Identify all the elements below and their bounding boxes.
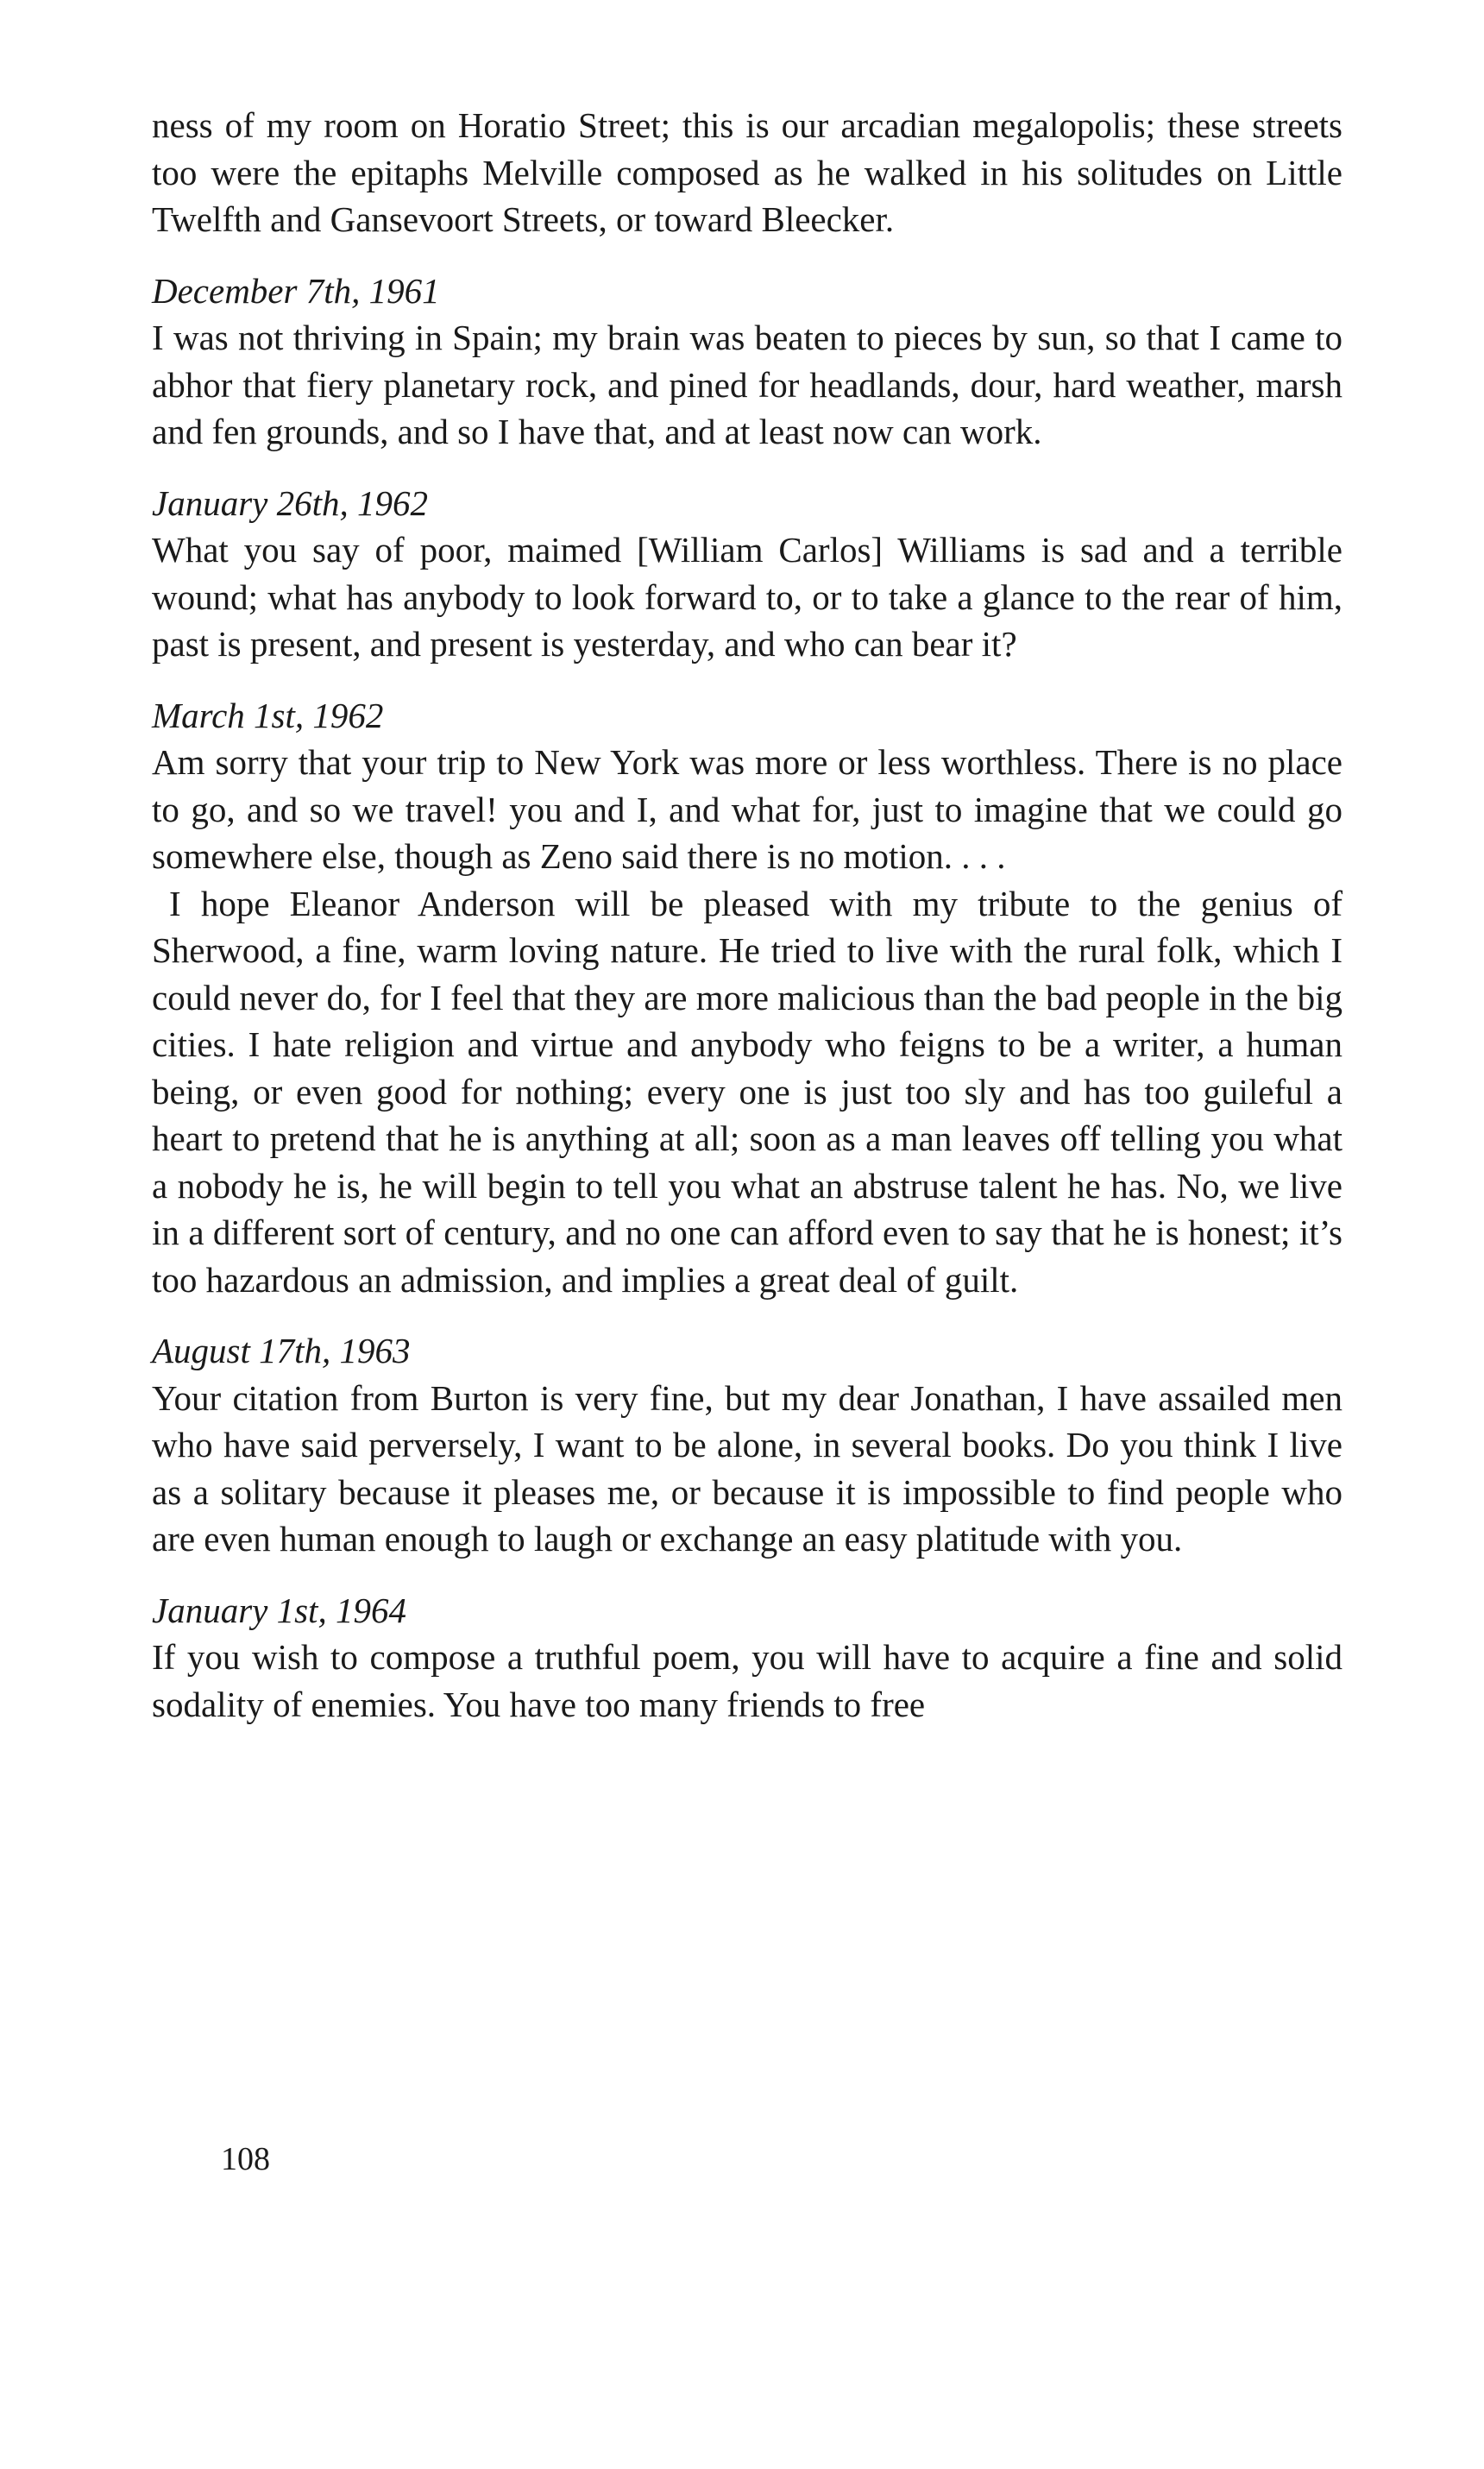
entry-date: January 26th, 1962 [152, 482, 428, 523]
entry-paragraph: If you wish to compose a truthful poem, you will have to acquire a fine and solid sodality of enemies. You have too many friends to free [152, 1637, 1343, 1724]
letter-entry-5 [152, 1587, 1343, 1729]
page-body [152, 102, 1343, 1728]
entry-date: December 7th, 1961 [152, 270, 440, 311]
entry-date: August 17th, 1963 [152, 1331, 411, 1370]
entry-paragraph: I hope Eleanor Anderson will be pleased with my tribute to the genius of Sherwood, a fine, warm loving nature. He tried to live with the rural folk, which I could never do, for I feel that they are more malicious than the bad people in the big cities. I hate religion and virtue and anybody who feigns to be a writer, a human being, or even good for nothing; every one is just too sly and has too guileful a heart to pretend that he is anything at all; soon as a man leaves off telling you what a nobody he is, he will begin to tell you what an abstruse talent he has. No, we live in a different sort of century, and no one can afford even to say that he is honest; it’s too hazardous an admission, and implies a great deal of guilt. [152, 883, 1343, 1300]
letter-entry-3 [152, 692, 1343, 1304]
letter-entry-4 [152, 1327, 1343, 1563]
page-number: 108 [221, 2141, 270, 2177]
letter-entry-2 [152, 480, 1343, 668]
entry-paragraph: What you say of poor, maimed [William Carlos] Williams is sad and a terrible wound; what has anybody to look forward to, or to take a glance to the rear of him, past is present, and present is yesterday, and who can bear it? [152, 530, 1343, 664]
entry-paragraph: I was not thriving in Spain; my brain was beaten to pieces by sun, so that I came to abhor that fiery planetary rock, and pined for headlands, dour, hard weather, marsh and fen grounds, and so I have that, and at least now can work. [152, 318, 1343, 451]
entry-date: March 1st, 1962 [152, 695, 384, 735]
entry-paragraph: Am sorry that your trip to New York was more or less worthless. There is no place to go, and so we travel! you and I, and what for, just to imagine that we could go somewhere else, though as Zeno said there is no motion. . . . [152, 742, 1343, 876]
entry-paragraph: Your citation from Burton is very fine, but my dear Jonathan, I have assailed men who have said perversely, I want to be alone, in several books. Do you think I live as a solitary because it pleases me, or because it is impossible to find people who are even human enough to laugh or exchange an easy platitude with you. [152, 1377, 1343, 1559]
opening-paragraph: ness of my room on Horatio Street; this is our arcadian megalopolis; these streets too were the epitaphs Melville composed as he walked in his solitudes on Little Twelfth and Gansevoort Streets, or toward Bleecker. [152, 105, 1343, 239]
entry-date: January 1st, 1964 [152, 1590, 406, 1630]
letter-entry-1 [152, 268, 1343, 456]
